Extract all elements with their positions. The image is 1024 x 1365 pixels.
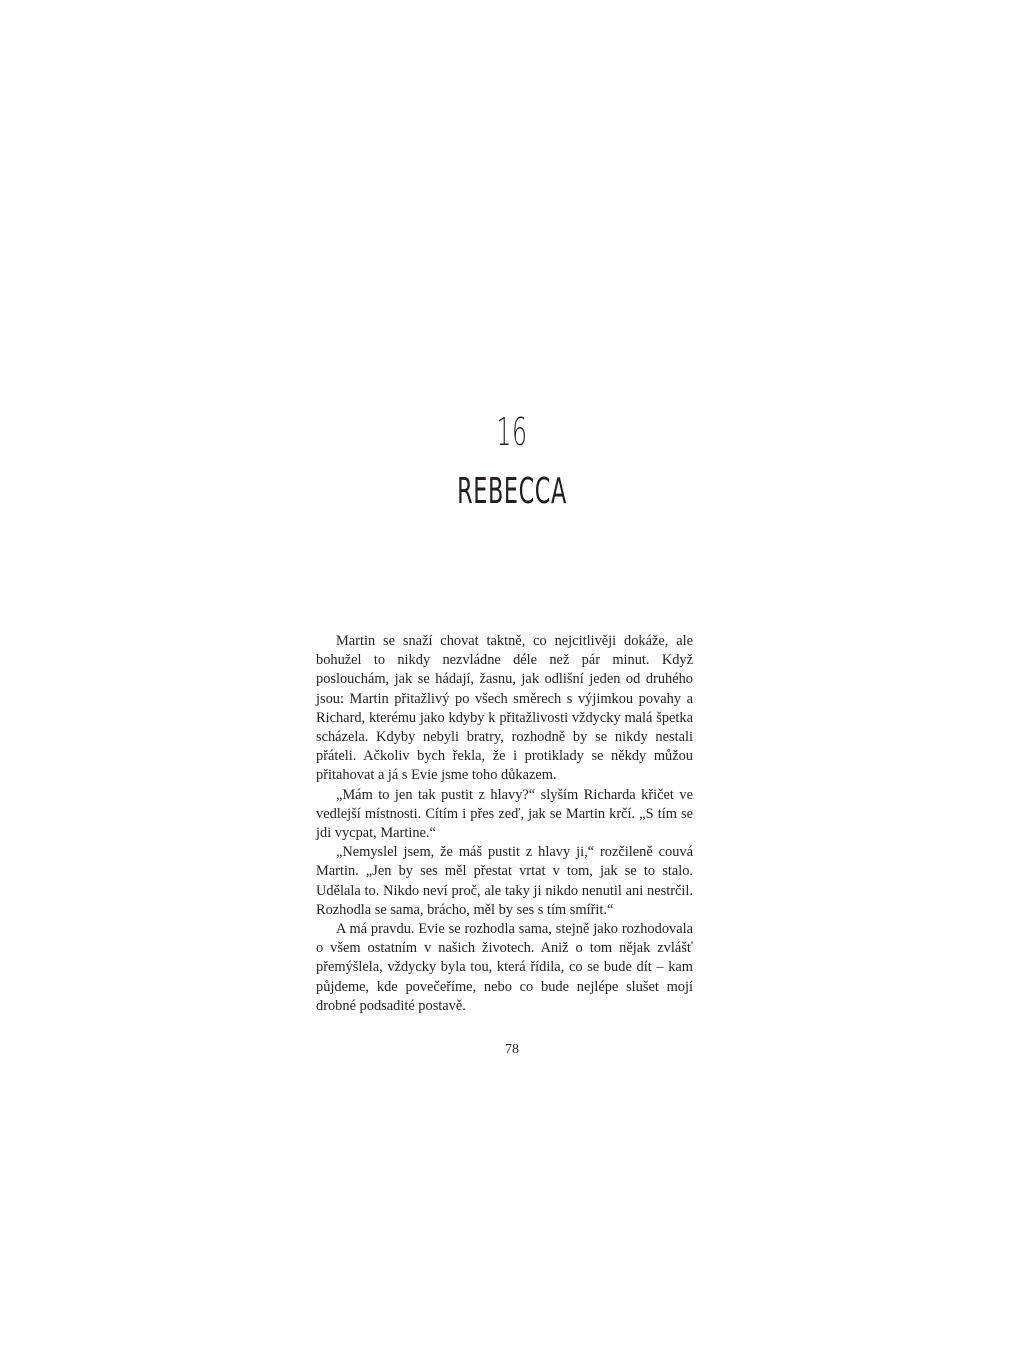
paragraph: Martin se snaží chovat taktně, co nejcitlivěji dokáže, ale bohužel to nikdy nezvládne déle než pár minut. Když poslouchám, jak se hádají, žasnu, jak odlišní jeden od druhého jsou: Martin přitažlivý po všech směrech s výjimkou povahy a Richard, kterému jako kdyby k přitažlivosti vždycky malá špetka scházela. Kdyby nebyli bratry, rozhodně by se nikdy nestali přáteli. Ačkoliv bych řekla, že i protiklady se někdy můžou přitahovat a já s Evie jsme toho důkazem. [316,633,693,784]
paragraph: „Mám to jen tak pustit z hlavy?“ slyším Richarda křičet ve vedlejší místnosti. Cítím i přes zeď, jak se Martin krčí. „S tím se jdi vycpat, Martine.“ [316,786,693,842]
paragraph: „Nemyslel jsem, že máš pustit z hlavy ji,“ rozčileně couvá Martin. „Jen by ses měl přestat vrtat v tom, jak se to stalo. Udělala to. Nikdo neví proč, ale taky ji nikdo nenutil ani nestrčil. Rozhodla se sama, brácho, měl by ses s tím smířit.“ [316,844,693,918]
page-number: 78 [505,1042,519,1057]
chapter-number: 16 [496,410,528,454]
body-text [316,632,693,1016]
chapter-title: REBECCA [457,471,567,512]
paragraph: A má pravdu. Evie se rozhodla sama, stejně jako rozhodovala o všem ostatním v našich životech. Aniž o tom nějak zvlášť přemýšlela, vždycky byla tou, která řídila, co se bude dít – kam půjdeme, kde povečeříme, nebo co bude nejlépe slušet mojí drobné podsadité postavě. [316,921,693,1014]
